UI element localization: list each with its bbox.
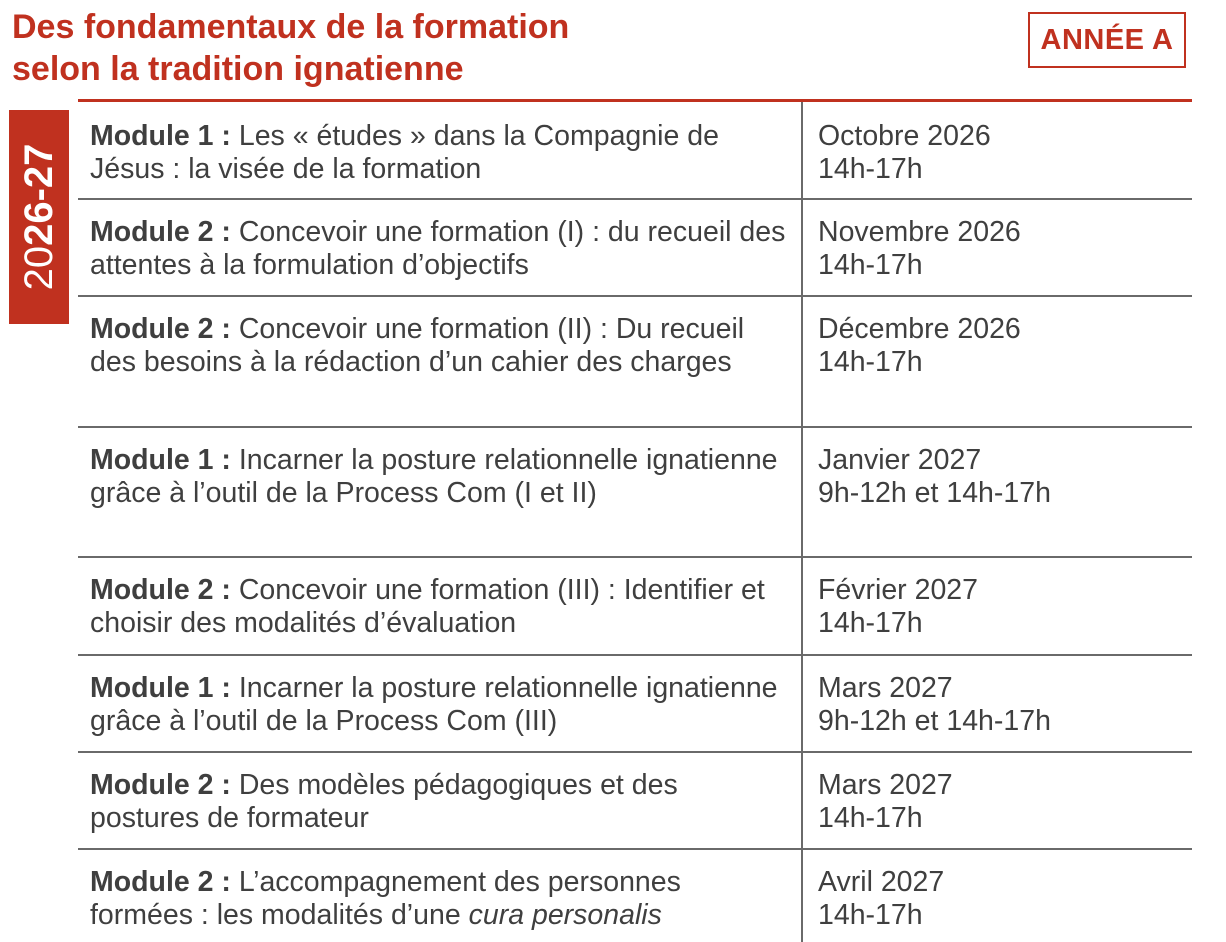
module-label: Module 1 : <box>90 444 231 476</box>
year-label: 2026-27 <box>17 143 61 291</box>
table-row <box>78 102 1192 200</box>
module-label: Module 2 : <box>90 216 231 248</box>
table-row <box>78 200 1192 297</box>
year-tab <box>9 110 69 324</box>
schedule-table <box>78 102 1192 942</box>
module-description: Module 1 : Incarner la posture relationnelle ignatienne grâce à l’outil de la Process Com (III) <box>90 672 778 737</box>
module-label: Module 2 : <box>90 313 231 345</box>
module-label: Module 2 : <box>90 866 231 898</box>
module-date: Janvier 2027 9h-12h et 14h-17h <box>818 444 1051 509</box>
title-line-2: selon la tradition ignatienne <box>12 50 464 88</box>
module-label: Module 1 : <box>90 120 231 152</box>
module-label: Module 1 : <box>90 672 231 704</box>
module-description: Module 2 : L’accompagnement des personnes formées : les modalités d’une cura personalis <box>90 866 681 931</box>
module-description: Module 2 : Concevoir une formation (I) : du recueil des attentes à la formulation d’objectifs <box>90 216 786 281</box>
table-row <box>78 753 1192 850</box>
module-description: Module 2 : Des modèles pédagogiques et des postures de formateur <box>90 769 678 834</box>
italic-term: cura personalis <box>468 899 662 931</box>
page-title <box>12 6 772 90</box>
module-date: Mars 2027 14h-17h <box>818 769 953 834</box>
table-row <box>78 656 1192 753</box>
title-line-1: Des fondamentaux de la formation <box>12 8 570 46</box>
module-date: Mars 2027 9h-12h et 14h-17h <box>818 672 1051 737</box>
table-row <box>78 297 1192 428</box>
module-description: Module 2 : Concevoir une formation (III) : Identifier et choisir des modalités d’évaluation <box>90 574 765 639</box>
module-date: Octobre 2026 14h-17h <box>818 120 991 185</box>
module-description: Module 1 : Les « études » dans la Compagnie de Jésus : la visée de la formation <box>90 120 719 185</box>
module-description: Module 1 : Incarner la posture relationnelle ignatienne grâce à l’outil de la Process Com (I et II) <box>90 444 778 509</box>
table-row <box>78 850 1192 942</box>
module-label: Module 2 : <box>90 574 231 606</box>
table-row <box>78 428 1192 558</box>
module-label: Module 2 : <box>90 769 231 801</box>
table-row <box>78 558 1192 656</box>
module-date: Décembre 2026 14h-17h <box>818 313 1021 378</box>
module-description: Module 2 : Concevoir une formation (II) : Du recueil des besoins à la rédaction d’un cahier des charges <box>90 313 745 378</box>
module-date: Avril 2027 14h-17h <box>818 866 945 931</box>
module-date: Novembre 2026 14h-17h <box>818 216 1021 281</box>
year-badge: ANNÉE A <box>1028 12 1186 68</box>
module-date: Février 2027 14h-17h <box>818 574 978 639</box>
